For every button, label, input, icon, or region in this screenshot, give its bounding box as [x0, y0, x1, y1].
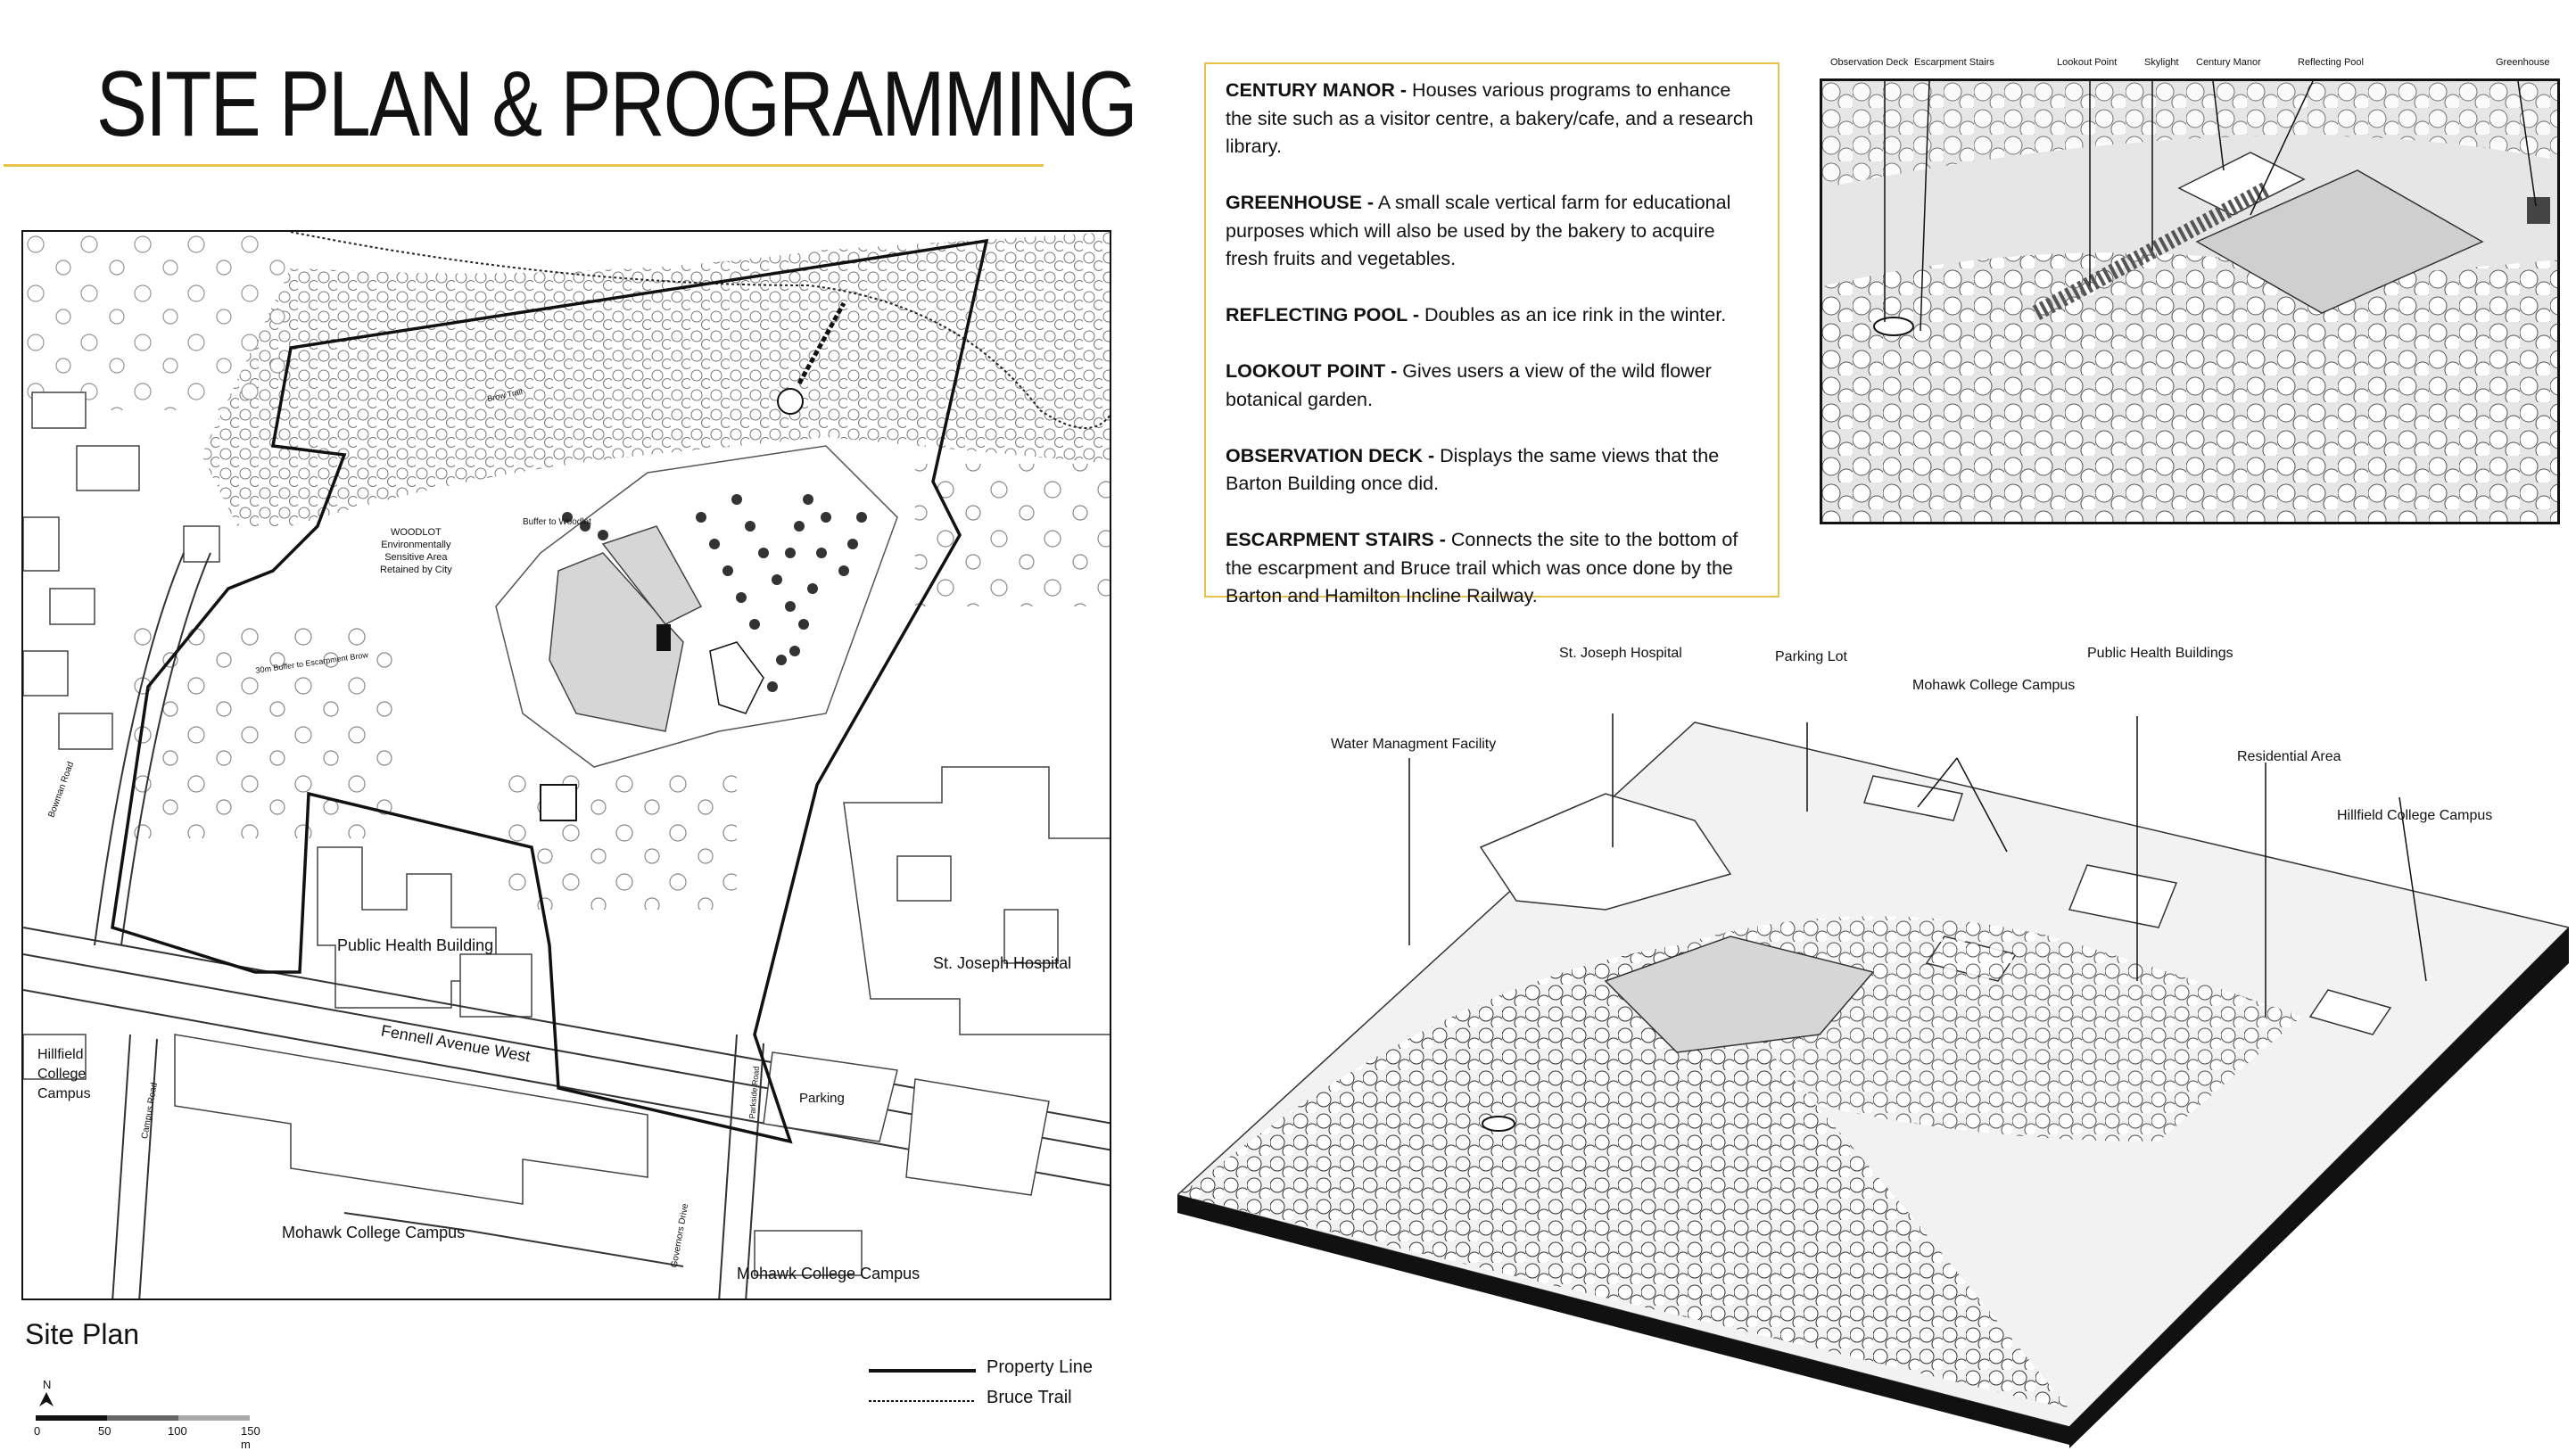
aerial-label-skylight: Skylight — [2144, 57, 2179, 68]
aerial-label-reflecting-pool: Reflecting Pool — [2298, 57, 2364, 68]
bowman-road-label: Bowman Road — [46, 760, 77, 820]
iso-label-public-health: Public Health Buildings — [2087, 646, 2233, 661]
program-escarpment-stairs: ESCARPMENT STAIRS - Connects the site to the bottom of the escarpment and Bruce trail which was once done by the Barton and Hamilton Incline Railway. — [1226, 529, 1738, 606]
fennell-label: Fennell Avenue West — [379, 1021, 532, 1066]
aerial-label-greenhouse: Greenhouse — [2496, 57, 2550, 68]
iso-label-parking: Parking Lot — [1775, 649, 1847, 664]
aerial-label-century-manor: Century Manor — [2196, 57, 2261, 68]
iso-label-st-joseph: St. Joseph Hospital — [1559, 646, 1682, 661]
scale-tick: 150 m — [241, 1424, 260, 1451]
mohawk-label-2: Mohawk College Campus — [737, 1265, 921, 1282]
iso-label-water: Water Managment Facility — [1331, 737, 1497, 752]
aerial-label-escarpment-stairs: Escarpment Stairs — [1914, 57, 1994, 68]
parking-shape — [764, 1052, 1049, 1195]
buffer-woodlot-label: Buffer to Woodlot — [523, 517, 591, 527]
iso-label-mohawk: Mohawk College Campus — [1912, 678, 2076, 693]
brow-trail-label: Brow Trail — [486, 386, 524, 404]
scale-tick: 50 — [98, 1424, 111, 1438]
program-observation-deck: OBSERVATION DECK - Displays the same views that the Barton Building once did. — [1226, 444, 1720, 494]
program-lookout-point: LOOKOUT POINT - Gives users a view of the wild flower botanical garden. — [1226, 360, 1712, 410]
program-century-manor: CENTURY MANOR - Houses various programs to enhance the site such as a visitor centre, a bakery/cafe, and a research library. — [1226, 79, 1754, 157]
aerial-perspective — [1820, 78, 2560, 524]
programming-text-box — [1204, 62, 1779, 606]
tree-cluster — [915, 464, 1111, 606]
scale-bar — [34, 1378, 268, 1451]
legend-bruce-trail: Bruce Trail — [987, 1388, 1072, 1407]
parkside-road-label: Parkside Road — [747, 1066, 762, 1119]
st-joseph-buildings — [844, 767, 1111, 1035]
aerial-label-lookout-point: Lookout Point — [2057, 57, 2118, 68]
title-underline — [4, 164, 1044, 167]
site-plan-caption: Site Plan — [25, 1318, 140, 1350]
program-greenhouse: GREENHOUSE - A small scale vertical farm for educational purposes which will also be used by the bakery to acquire fresh fruits and vegetables. — [1226, 192, 1731, 269]
legend-property-line: Property Line — [987, 1357, 1093, 1377]
page-title: SITE PLAN & PROGRAMMING — [96, 53, 1136, 156]
site-plan-drawing — [23, 232, 1111, 1300]
north-label: N — [43, 1378, 52, 1391]
iso-label-hillfield: Hillfield College Campus — [2337, 808, 2493, 823]
st-joseph-label: St. Joseph Hospital — [933, 954, 1072, 972]
aerial-label-observation-deck: Observation Deck — [1830, 57, 1909, 68]
public-health-building-shape — [318, 847, 532, 1017]
program-reflecting-pool: REFLECTING POOL - Doubles as an ice rink in the winter. — [1226, 304, 1727, 326]
scale-tick: 0 — [34, 1424, 41, 1438]
campus-road-label: Campus Road — [139, 1082, 160, 1140]
governors-drive-label: Governors Drive — [669, 1202, 691, 1269]
scale-tick: 100 — [168, 1424, 187, 1438]
property-line-swatch — [869, 1366, 976, 1375]
buffer-escarpment-label: 30m Buffer to Escarpment Brow — [254, 650, 369, 675]
iso-label-residential: Residential Area — [2237, 749, 2341, 764]
north-arrow-icon — [37, 1390, 55, 1408]
bruce-trail-swatch — [869, 1397, 976, 1406]
isometric-site-model — [1177, 642, 2569, 1448]
mohawk-label-1: Mohawk College Campus — [282, 1224, 466, 1241]
aerial-drawing — [1822, 81, 2560, 524]
hillfield-label: Hillfield College Campus — [37, 1047, 91, 1101]
parking-label: Parking — [799, 1091, 845, 1106]
woodlot-label: WOODLOT Environmentally Sensitive Area Retained by City — [380, 527, 452, 575]
tree-cluster — [23, 232, 291, 410]
site-plan-map — [21, 230, 1111, 1300]
public-health-label: Public Health Building — [337, 936, 494, 954]
